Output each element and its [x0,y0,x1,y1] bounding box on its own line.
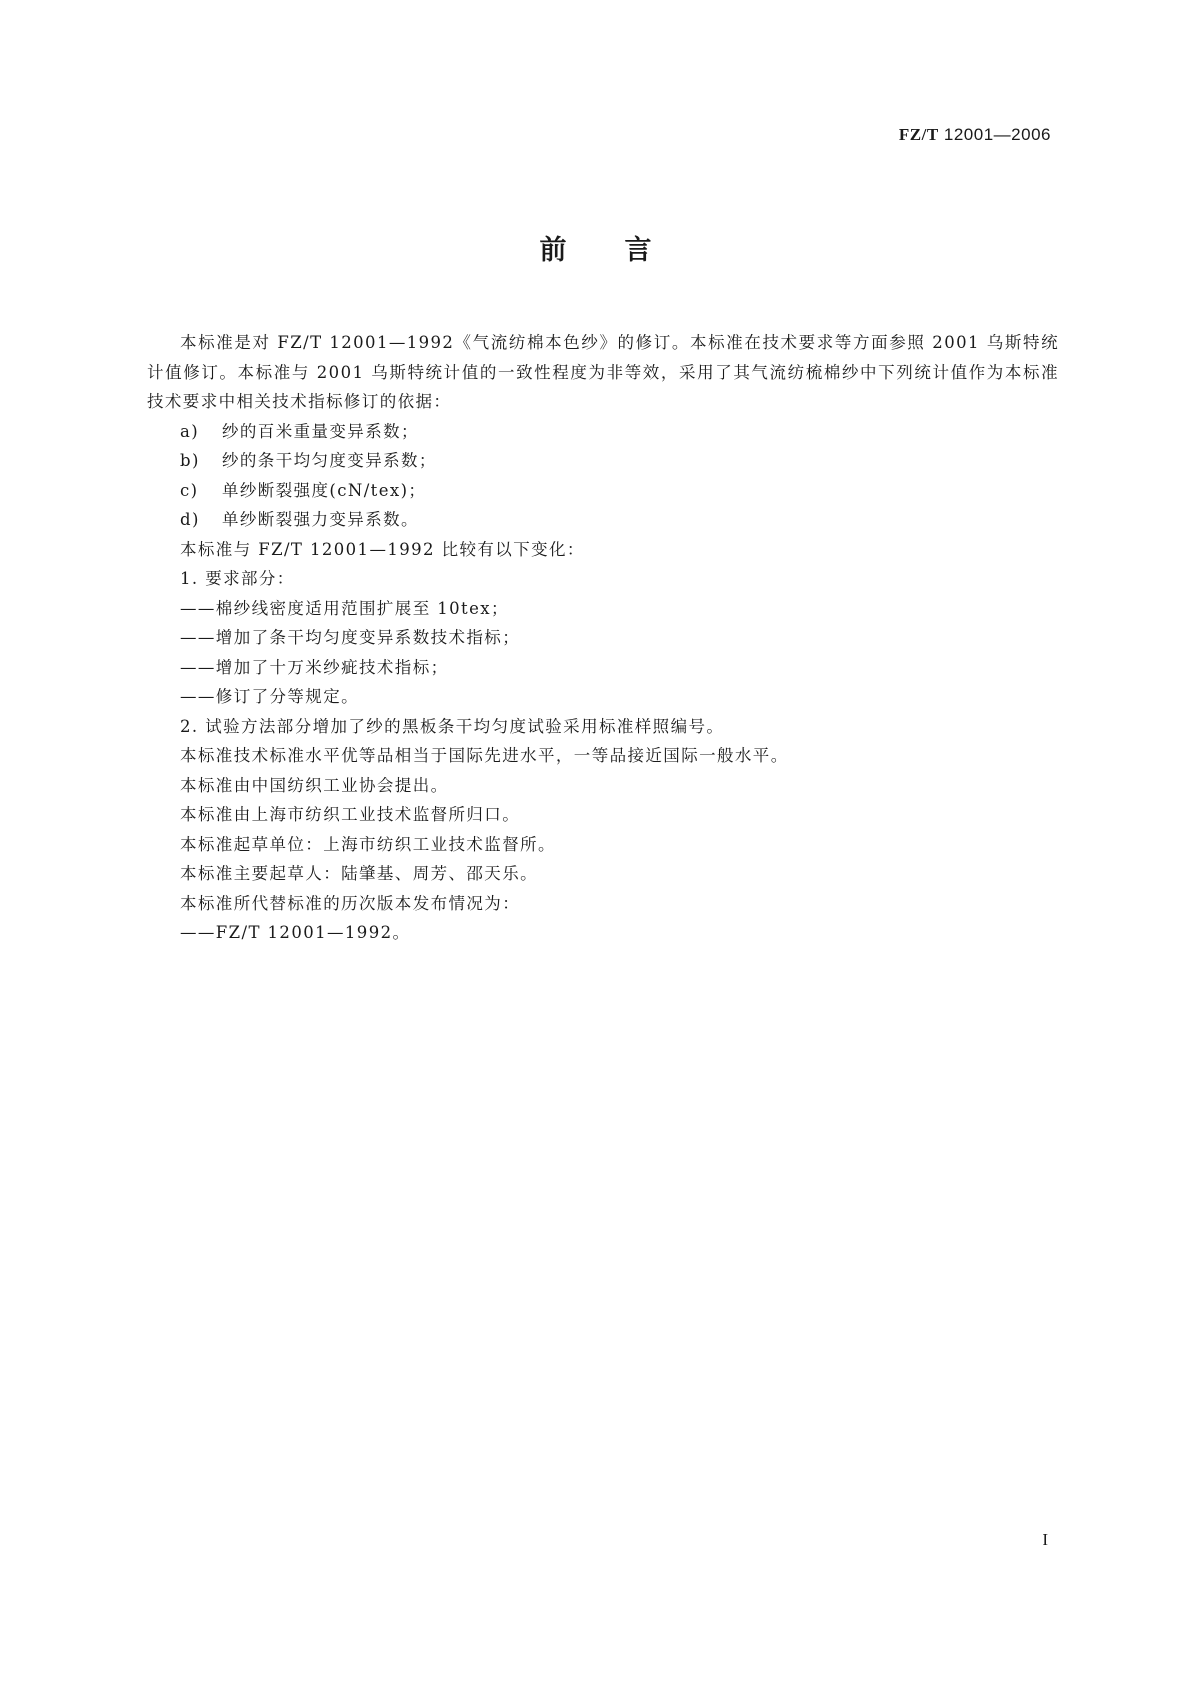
centralized-unit-statement: 本标准由上海市纺织工业技术监督所归口。 [180,805,521,824]
level-statement: 本标准技术标准水平优等品相当于国际先进水平，一等品接近国际一般水平。 [180,746,789,765]
drafting-unit-statement: 本标准起草单位：上海市纺织工业技术监督所。 [180,834,556,854]
proposer-statement: 本标准由中国纺织工业协会提出。 [180,775,449,795]
list-item-text: 单纱断裂强力变异系数。 [222,510,419,529]
list-item-label: c) [180,480,199,500]
list-item-c [147,476,1059,506]
list-item-a [147,417,1059,447]
change-item: ——增加了十万米纱疵技术指标； [180,657,449,677]
page-number: I [1042,1530,1048,1549]
test-method-line: 2. 试验方法部分增加了纱的黑板条干均匀度试验采用标准样照编号。 [180,716,725,736]
standard-code: 12001—2006 [938,125,1051,144]
drafters-statement: 本标准主要起草人：陆肇基、周芳、邵天乐。 [180,864,538,883]
list-item-text: 单纱断裂强度(cN/tex)； [222,480,427,500]
changes-intro-line: 本标准与 FZ/T 12001—1992 比较有以下变化： [180,539,585,559]
list-item-b [147,446,1059,476]
standard-number [899,125,1051,145]
change-item: ——增加了条干均匀度变异系数技术指标； [180,628,521,647]
foreword-body [147,328,1059,948]
list-item-label: d) [180,510,200,529]
change-item: ——修订了分等规定。 [180,687,359,706]
page-title: 前言 [539,235,710,266]
requirements-heading: 1. 要求部分： [180,569,295,588]
intro-paragraph: 本标准是对 FZ/T 12001—1992《气流纺棉本色纱》的修订。本标准在技术要求等方面参照 2001 乌斯特统计值修订。本标准与 2001 乌斯特统计值的一致性程度为非等效，采用了其气流纺梳棉纱中下列统计值作为本标准技术要求中相关技术指标修订的依据： [147,333,1059,411]
history-intro: 本标准所代替标准的历次版本发布情况为： [180,893,521,913]
list-item-label: b) [180,451,200,470]
change-item: ——棉纱线密度适用范围扩展至 10tex； [180,598,509,618]
list-item-text: 纱的百米重量变异系数； [222,421,419,441]
history-item: ——FZ/T 12001—1992。 [180,923,411,942]
list-item-label: a) [180,421,200,441]
standard-prefix: FZ/T [898,125,939,144]
list-item-d [147,505,1059,535]
list-item-text: 纱的条干均匀度变异系数； [222,451,437,470]
